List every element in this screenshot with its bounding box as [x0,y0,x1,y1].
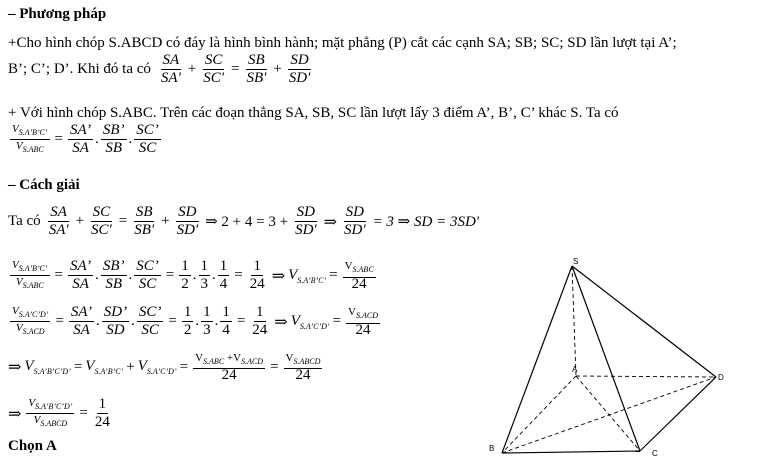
sol2-one-third: 1 3 [200,258,209,292]
sol3-SAap-SA: $\frac{SA’}{SA}$ [70,304,93,338]
label-S: S [573,257,579,266]
label-C: C [652,449,658,458]
sol5-volume-ratio: $V_{S.A’B’C’D’}$ $V_{S.ABCD}$ [28,396,73,429]
solution-line-1: Ta có SA SA' + $\frac{SC}{SC'}$ = $\frac{SB}{SB'}$ + $\frac{SD}{SD'}$ ⇒ 2 + 4 = 3 + $\frac{SD}{SD'}$ ⇒ $\frac{SD}{SD'}$ = 3 ⇒ SD = 3SD' [8,204,479,238]
sol3-one-third: 1 3 [203,304,211,338]
sol2-vol-over-24: $V_{S.ABC}$ 24 [344,260,374,292]
sol3-volume-ratio: $V_{S.A’C’D’}$ $V_{S.ACD}$ [12,304,49,337]
method-paragraph-1-line-2: B’; C’; D’. Khi đó ta có [8,61,151,77]
method-formula-2: $V_{S.A’B’C’}$ $V_{S.ABC}$ = $\frac{SA’}{SA}$ . SB’ SB . SC’ SC [12,122,159,156]
sol-fraction-SD-SDp-3: $\frac{SD}{SD'}$ [344,204,366,238]
sol2-SCap-SC: $\frac{SC’}{SC}$ [136,258,159,292]
solution-line-4: ⇒ $V_{S.A’B’C’D’}$ = $V_{S.A’B’C’}$ + $V_{S.A’C’D’}$ = $V_{S.ABC} +V_{S.ACD}$ 24 = $V_{S.ABCD}$ 24 [8,352,321,384]
edge-CD [640,377,716,451]
sol-mid-text: ⇒ 2 + 4 = 3 + [205,214,289,230]
diag-BD [502,377,716,453]
sol3-one-24: $\frac{1}{24}$ [252,304,268,338]
sol4-sum-over-24: $V_{S.ABC} +V_{S.ACD}$ 24 [195,352,264,384]
sol3-one-quarter: $\frac{1}{4}$ [222,304,230,338]
fraction-SC-SCp: $\frac{SC}{SC'}$ [203,52,224,86]
sol-end-text: = 3 ⇒ SD = 3SD' [372,214,479,230]
sol-fraction-SB-SBp: $\frac{SB}{SB'}$ [134,204,155,238]
solution-line-3: $V_{S.A’C’D’}$ $V_{S.ACD}$ = $\frac{SA’}{SA}$ . SD’ SD . $\frac{SC’}{SC}$ = $\frac{1}{2}$ . 1 3 . $\frac{1}{4}$ = $\frac{1}{24}$ ⇒ $V_{S.A’C’D’}$ = $V_{S.ACD}$ 24 [12,304,378,338]
sol3-SCap-SC: $\frac{SC’}{SC}$ [138,304,162,338]
sol-fraction-SA-SAp: SA SA' [48,204,69,238]
sol3-one-half: $\frac{1}{2}$ [183,304,192,338]
sol5-one-24: $\frac{1}{24}$ [94,396,110,430]
label-D: D [718,373,724,382]
pyramid-figure [480,255,762,463]
sol2-one-quarter: $\frac{1}{4}$ [219,258,228,292]
sol3-volume: $V_{S.A’C’D’}$ [290,312,330,331]
edge-SC [572,266,640,451]
sol2-volume-ratio: $V_{S.A’B’C’}$ $V_{S.ABC}$ [12,258,48,291]
sol4-abcd-over-24: $V_{S.ABCD}$ 24 [285,352,321,384]
fraction-SA-SAp: SA SA' [160,52,181,86]
solution-line-2: $V_{S.A’B’C’}$ $V_{S.ABC}$ = $\frac{SA’}{SA}$ . SB’ SB . $\frac{SC’}{SC}$ = $\frac{1}{2}$ . 1 3 . $\frac{1}{4}$ = $\frac{1}{24}$ ⇒ $V_{S.A’B’C’}$ = $V_{S.ABC}$ 24 [12,258,374,292]
sol2-volume: $V_{S.A’B’C’}$ [288,266,327,285]
edge-SB [502,266,572,453]
sol4-vol-1: $V_{S.A’B’C’}$ [85,358,124,377]
sol3-vol-over-24: $V_{S.ACD}$ 24 [348,306,378,338]
fraction-SAap-SA: $\frac{SA’}{SA}$ [70,122,92,156]
fraction-volume-ratio: $V_{S.A’B’C’}$ $V_{S.ABC}$ [12,122,48,155]
method-paragraph-1-line-1: +Cho hình chóp S.ABCD có đáy là hình bình hành; mặt phẳng (P) cắt các cạnh SA; SB; SC; SD lần lượt tại A’; [8,35,677,51]
sol4-vol-2: $V_{S.A’C’D’}$ [137,358,177,377]
sol3-SDap-SD: SD’ SD [103,304,128,338]
fraction-SBap-SB: SB’ SB [102,122,125,156]
label-B: B [489,444,495,453]
answer-choice: Chọn A [8,438,57,454]
taco-text: Ta có [8,213,41,229]
solution-line-5: ⇒ $V_{S.A’B’C’D’}$ $V_{S.ABCD}$ = $\frac{1}{24}$ [8,396,110,430]
method-formula-1: B’; C’; D’. Khi đó ta có SA SA' + $\frac{SC}{SC'}$ = $\frac{SB}{SB'}$ + $\frac{SD}{SD'}$ [8,52,311,86]
diag-AC [576,376,640,451]
heading-method: – Phương pháp [8,6,107,22]
label-A: A [572,365,578,374]
edge-AD [576,376,716,377]
edge-BC [502,451,640,453]
sol-fraction-SD-SDp: $\frac{SD}{SD'}$ [176,204,199,238]
heading-solution: – Cách giải [8,177,80,193]
fraction-SB-SBp: $\frac{SB}{SB'}$ [246,52,267,86]
method-paragraph-2-line-1: + Với hình chóp S.ABC. Trên các đoạn thẳng SA, SB, SC lần lượt lấy 3 điểm A’, B’, C’ khác S. Ta có [8,105,619,121]
sol2-one-24: $\frac{1}{24}$ [249,258,265,292]
edge-AB [502,376,576,453]
sol4-vol-total: $V_{S.A’B’C’D’}$ [24,358,71,377]
fraction-SCap-SC: SC’ SC [136,122,159,156]
sol-fraction-SD-SDp-2: $\frac{SD}{SD'}$ [295,204,317,238]
sol2-SAap-SA: $\frac{SA’}{SA}$ [70,258,92,292]
sol-fraction-SC-SCp: $\frac{SC}{SC'}$ [91,204,112,238]
fraction-SD-SDp: $\frac{SD}{SD'}$ [288,52,311,86]
sol2-one-half: $\frac{1}{2}$ [181,258,189,292]
edge-SA [572,266,576,376]
sol2-SBap-SB: SB’ SB [102,258,125,292]
edge-SD [572,266,716,377]
